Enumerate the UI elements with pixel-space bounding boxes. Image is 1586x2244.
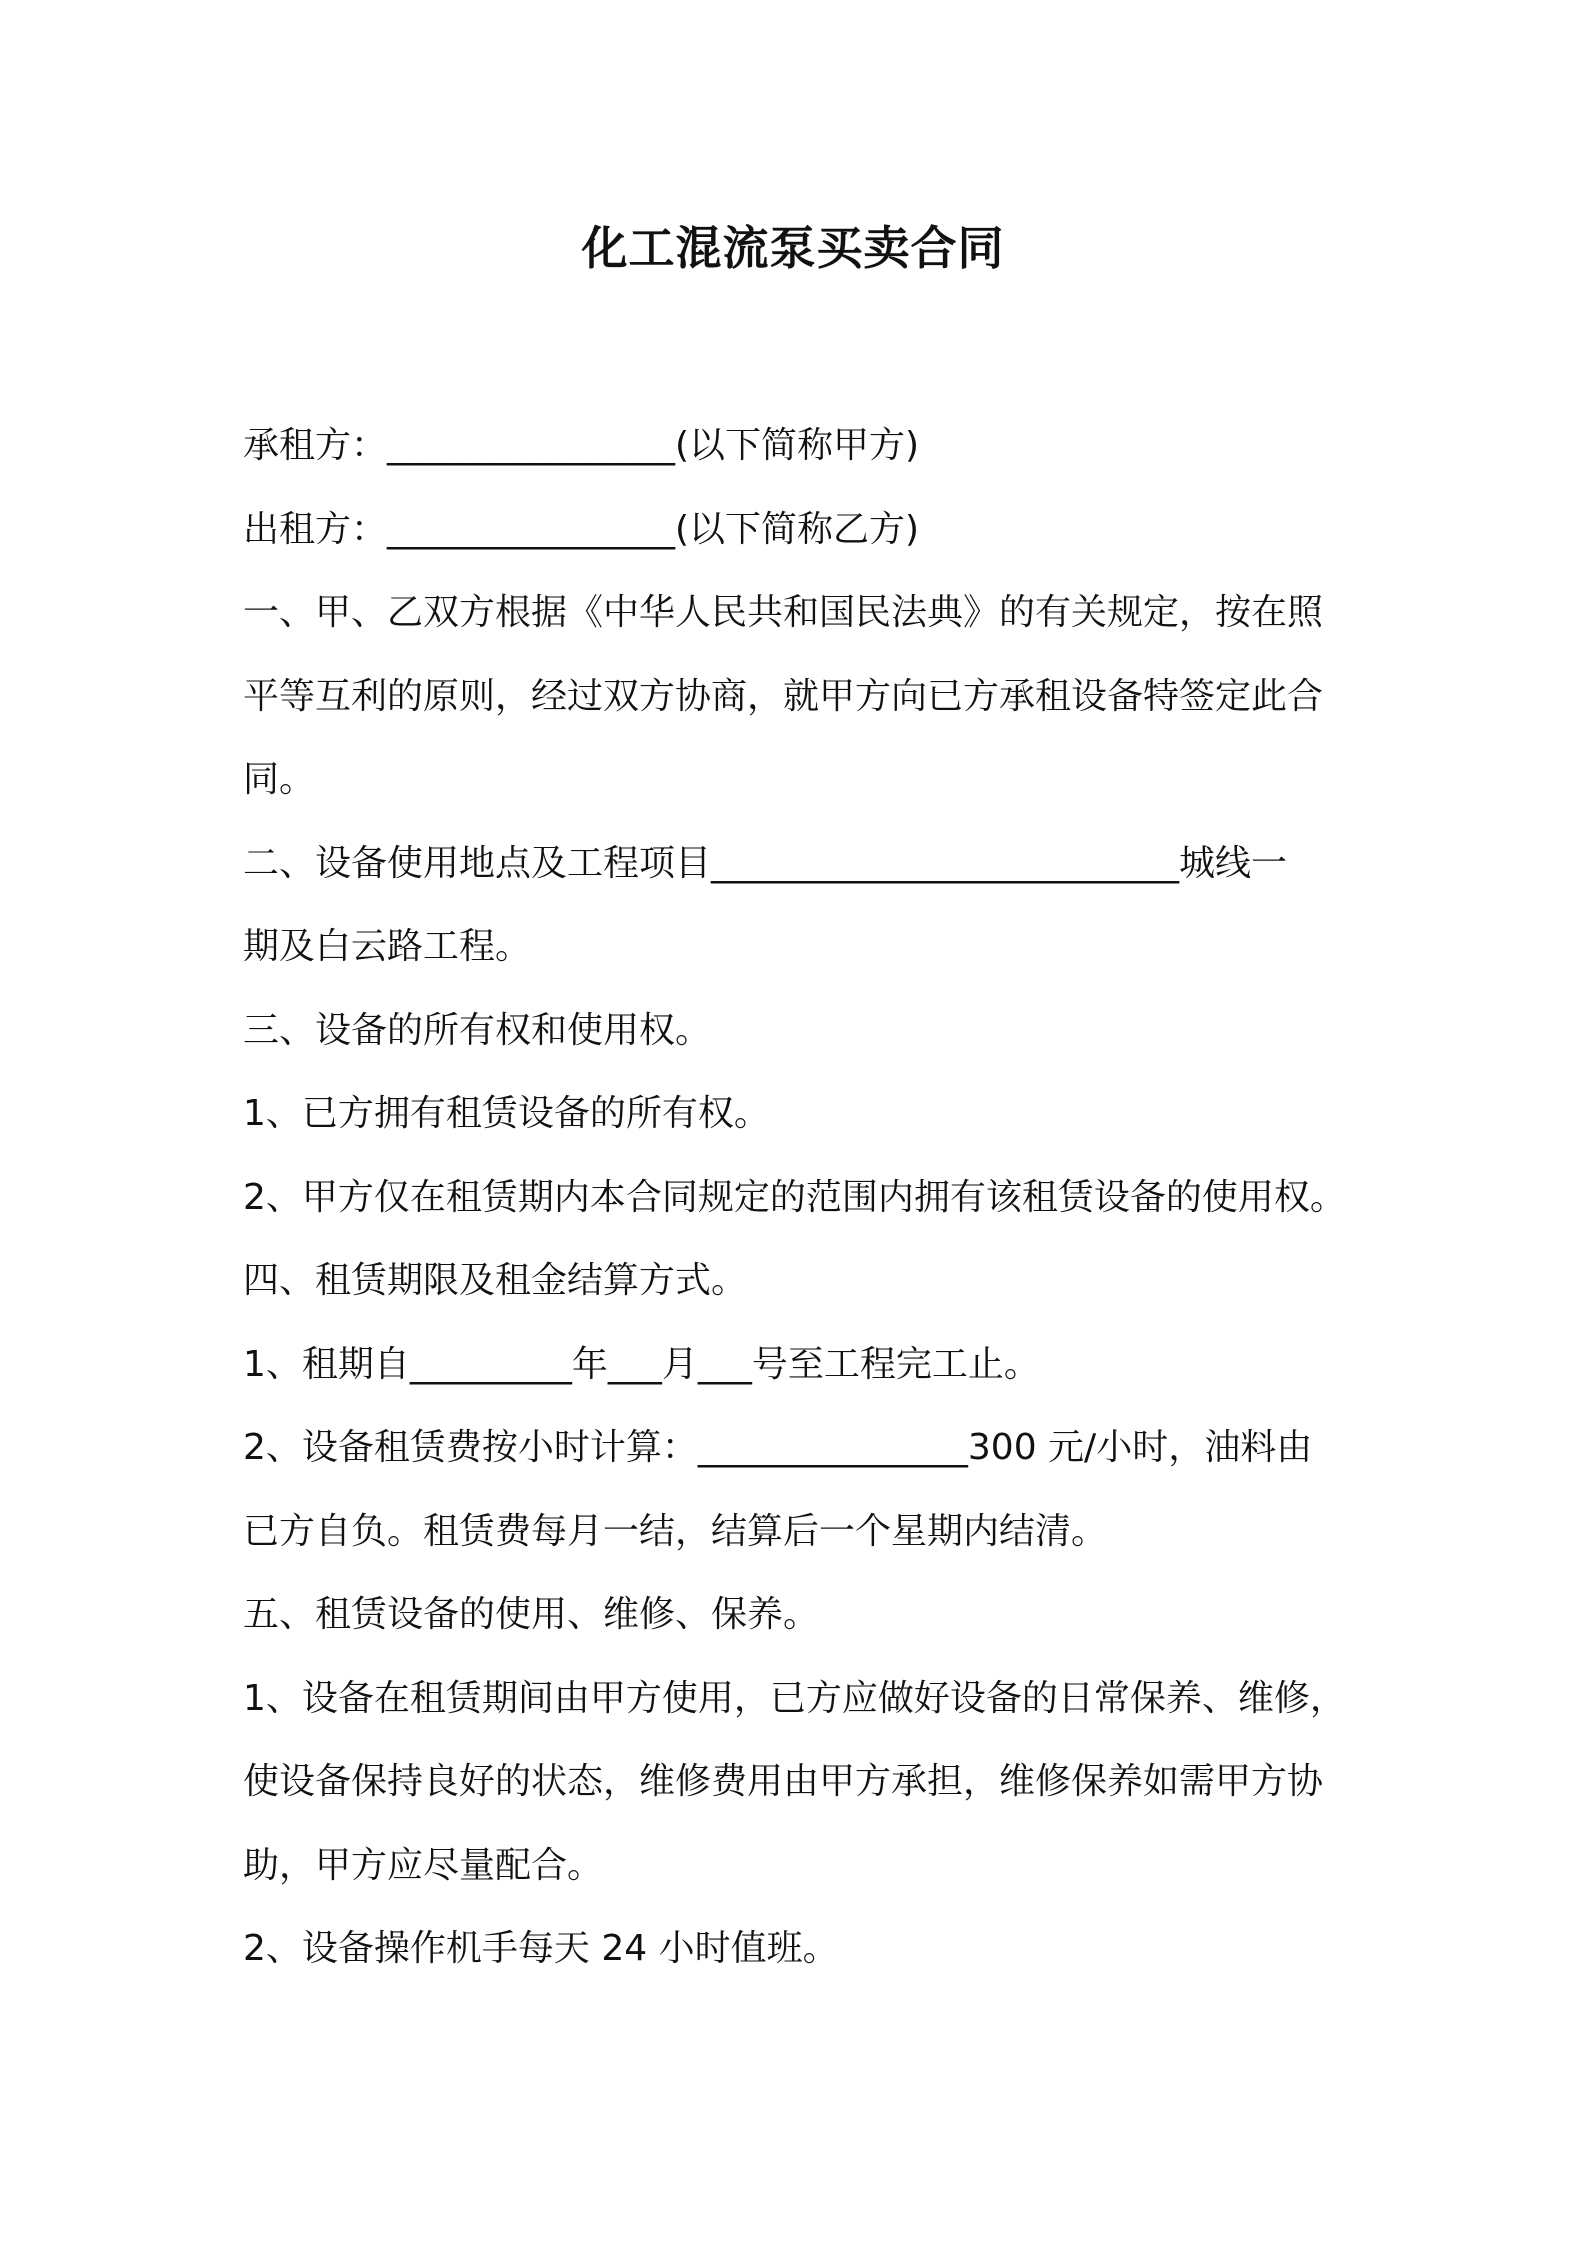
paragraph-line: 2、设备租赁费按小时计算：_______________300 元/小时，油料由 [243,1427,1313,1468]
document-body [243,404,1383,1991]
paragraph-line: 使设备保持良好的状态，维修费用由甲方承担，维修保养如需甲方协 [243,1761,1324,1802]
paragraph-line: 平等互利的原则，经过双方协商，就甲方向已方承租设备特签定此合 [243,675,1324,717]
document-title: 化工混流泵买卖合同 [581,221,1005,275]
paragraph-line: 助，甲方应尽量配合。 [243,1844,604,1886]
section-heading: 四、租赁期限及租金结算方式。 [243,1260,748,1301]
paragraph-line: 同。 [243,759,316,800]
paragraph-line: 一、甲、乙双方根据《中华人民共和国民法典》的有关规定，按在照 [243,592,1324,633]
paragraph-line: 二、设备使用地点及工程项目__________________________城线一 [243,842,1288,884]
paragraph-line: 1、设备在租赁期间由甲方使用，已方应做好设备的日常保养、维修， [243,1677,1346,1719]
party-b-line: 出租方：________________(以下简称乙方) [243,508,920,550]
section-heading: 五、租赁设备的使用、维修、保养。 [243,1594,820,1635]
paragraph-line: 期及白云路工程。 [243,926,532,967]
paragraph-line: 1、已方拥有租赁设备的所有权。 [243,1093,770,1134]
party-a-line: 承租方：________________(以下简称甲方) [243,425,920,466]
section-heading: 三、设备的所有权和使用权。 [243,1009,712,1051]
paragraph-line: 2、甲方仅在租赁期内本合同规定的范围内拥有该租赁设备的使用权。 [243,1176,1346,1218]
paragraph-line: 2、设备操作机手每天 24 小时值班。 [243,1928,839,1969]
paragraph-line: 已方自负。租赁费每月一结，结算后一个星期内结清。 [243,1510,1108,1552]
paragraph-line: 1、租期自_________年___月___号至工程完工止。 [243,1343,1040,1385]
